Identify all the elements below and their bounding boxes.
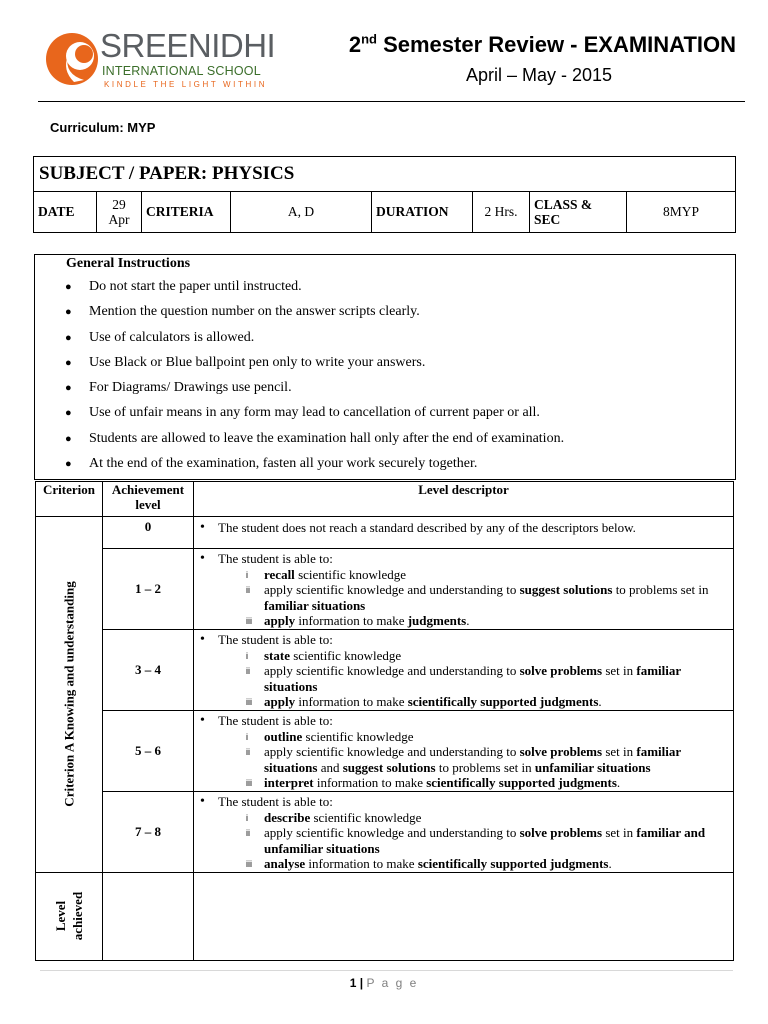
criterion-name: Criterion A Knowing and understanding: [61, 581, 77, 808]
level-7-8: 7 – 8: [103, 791, 194, 872]
descriptor-3-4: • The student is able to: i state scientific knowledge ii apply scientific knowledge and understanding to solve problems set in familiar situations iii apply information to make scientifically supported judgments.: [194, 629, 734, 710]
level-achieved-cell: [36, 872, 103, 960]
subject-line: SUBJECT / PAPER: PHYSICS: [34, 157, 736, 192]
descriptor-0: • The student does not reach a standard described by any of the descriptors below.: [194, 517, 734, 549]
page-footer: 1 | P a g e: [349, 976, 419, 990]
header-achievement-level: Achievement level: [103, 482, 194, 517]
criteria-value: A, D: [231, 192, 372, 233]
level-1-2: 1 – 2: [103, 549, 194, 630]
list-item: ● At the end of the examination, fasten all your work securely together.: [63, 454, 564, 479]
duration-label: DURATION: [372, 192, 473, 233]
criterion-table: [35, 481, 734, 961]
header-criterion: Criterion: [36, 482, 103, 517]
list-item: ● Do not start the paper until instructed.: [63, 277, 564, 302]
curriculum-label: Curriculum: MYP: [50, 120, 156, 135]
descriptor-5-6: • The student is able to: i outline scientific knowledge ii apply scientific knowledge and understanding to solve problems set in familiar situations and suggest solutions to problems set in unfamiliar situations iii interpret information to make scientifically supported judgments.: [194, 710, 734, 791]
date-value: 29 Apr: [97, 192, 142, 233]
descriptor-7-8: • The student is able to: i describe scientific knowledge ii apply scientific knowledge and understanding to solve problems set in familiar and unfamiliar situations iii analyse information to make scientifically supported judgments.: [194, 791, 734, 872]
school-tagline: KINDLE THE LIGHT WITHIN: [104, 80, 268, 89]
list-item: ● Mention the question number on the answer scripts clearly.: [63, 302, 564, 327]
list-item: ● Use Black or Blue ballpoint pen only to write your answers.: [63, 353, 564, 378]
instructions-list: [63, 277, 564, 479]
level-3-4: 3 – 4: [103, 629, 194, 710]
class-value: 8MYP: [627, 192, 736, 233]
instructions-title: General Instructions: [66, 256, 191, 271]
footer-divider: [40, 970, 733, 971]
page-label: P a g e: [366, 976, 419, 990]
list-item: ● Use of unfair means in any form may lead to cancellation of current paper or all.: [63, 403, 564, 428]
level-0: 0: [103, 517, 194, 549]
header-level-descriptor: Level descriptor: [194, 482, 734, 517]
general-instructions-box: [34, 254, 736, 480]
level-5-6: 5 – 6: [103, 710, 194, 791]
page-number: 1: [349, 976, 357, 990]
criterion-name-cell: [36, 517, 103, 873]
date-label: DATE: [34, 192, 97, 233]
school-subtitle: INTERNATIONAL SCHOOL: [102, 64, 261, 78]
level-achieved-comments[interactable]: [194, 872, 734, 960]
paper-info-table: [33, 156, 736, 233]
duration-value: 2 Hrs.: [473, 192, 530, 233]
exam-title: 2nd Semester Review - EXAMINATION: [348, 31, 736, 57]
list-item: ● For Diagrams/ Drawings use pencil.: [63, 378, 564, 403]
level-achieved-label: Level achieved: [53, 892, 85, 941]
list-item: ● Use of calculators is allowed.: [63, 328, 564, 353]
criteria-label: CRITERIA: [142, 192, 231, 233]
list-item: ● Students are allowed to leave the examination hall only after the end of examination.: [63, 429, 564, 454]
exam-date-range: April – May - 2015: [465, 65, 613, 85]
level-achieved-value[interactable]: [103, 872, 194, 960]
header-divider: [38, 101, 745, 102]
class-label: CLASS & SEC: [530, 192, 627, 233]
descriptor-1-2: • The student is able to: i recall scientific knowledge ii apply scientific knowledge and understanding to suggest solutions to problems set in familiar situations iii apply information to make judgments.: [194, 549, 734, 630]
school-name: SREENIDHI: [100, 27, 276, 64]
